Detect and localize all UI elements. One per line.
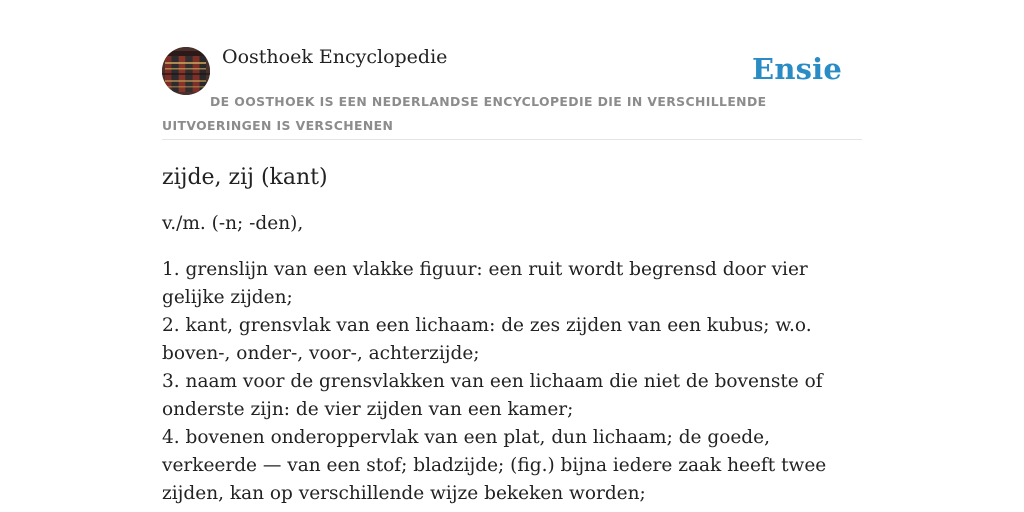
ensie-logo-link[interactable]: Ensie [752, 52, 842, 86]
article [162, 160, 862, 508]
site-header [162, 0, 862, 140]
definition-item: 3. naam voor de grensvlakken van een lichaam die niet de bovenste of onderste zijn: de vier zijden van een kamer; [162, 371, 823, 420]
site-description: DE OOSTHOEK IS EEN NEDERLANDSE ENCYCLOPEDIE DIE IN VERSCHILLENDE UITVOERINGEN IS VERSCHENEN [162, 94, 767, 133]
grammar-info: v./m. (-n; -den), [162, 213, 304, 234]
definition-list [162, 256, 862, 508]
term-title: zijde, zij (kant) [162, 165, 328, 190]
definition-item: 2. kant, grensvlak van een lichaam: de zes zijden van een kubus; w.o. boven-, onder-, voor-, achterzijde; [162, 315, 812, 364]
site-title-link[interactable]: Oosthoek Encyclopedie [222, 46, 448, 68]
book-spines-icon [162, 47, 210, 95]
definition-item: 1. grenslijn van een vlakke figuur: een ruit wordt begrensd door vier gelijke zijden; [162, 259, 808, 308]
definition-item: 4. bovenen onderoppervlak van een plat, dun lichaam; de goede, verkeerde — van een stof; bladzijde; (fig.) bijna iedere zaak heeft twee zijden, kan op verschillende wijze bekeken worden; [162, 427, 827, 504]
avatar[interactable] [162, 47, 210, 95]
